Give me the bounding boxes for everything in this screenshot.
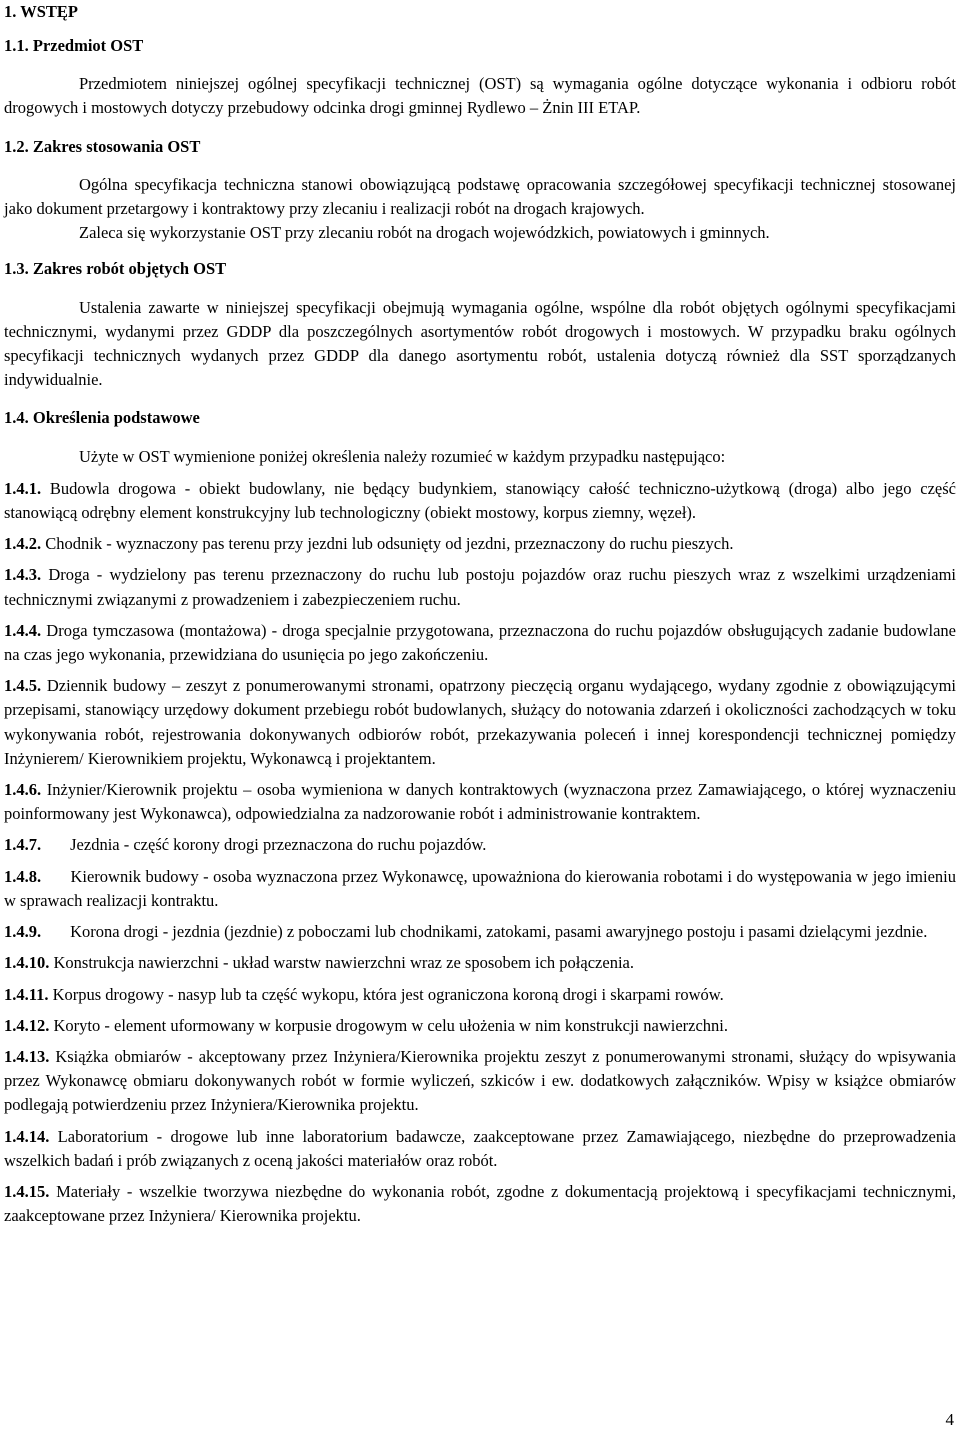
definition-item xyxy=(4,563,956,611)
definition-number: 1.4.3. xyxy=(4,565,42,585)
document-page xyxy=(4,0,956,1228)
definition-number: 1.4.14. xyxy=(4,1126,50,1146)
section-text-1-3: Ustalenia zawarte w niniejszej specyfikacji obejmują wymagania ogólne, wspólne dla robót objętych ogólnymi specyfikacjami technicznymi, wydanymi przez GDDP dla poszczególnych asortymentów robót drogowych i mostowych. W przypadku braku ogólnych specyfikacji technicznych wydanych przez GDDP dla danego asortymentu robót, ustalenia dotyczą również dla SST sporządzanych indywidualnie. xyxy=(4,297,956,390)
definition-item xyxy=(4,477,956,525)
section-title-1-3: 1.3. Zakres robót objętych OST xyxy=(4,259,227,279)
section-text-1-2-a: Ogólna specyfikacja techniczna stanowi obowiązującą podstawę opracowania szczegółowej specyfikacji technicznej stosowanej jako dokument przetargowy i kontraktowy przy zlecaniu i realizacji robót na drogach krajowych. xyxy=(4,174,956,219)
definition-number: 1.4.1. xyxy=(4,478,42,498)
definition-text: Materiały - wszelkie tworzywa niezbędne do wykonania robót, zgodne z dokumentacją projektową i specyfikacjami technicznymi, zaakceptowane przez Inżyniera/ Kierownika projektu. xyxy=(4,1181,956,1226)
definition-number: 1.4.7. xyxy=(4,835,42,855)
definition-text: Laboratorium - drogowe lub inne laboratorium badawcze, zaakceptowane przez Zamawiającego, niezbędne do przeprowadzenia wszelkich badań i prób związanych z oceną jakości materiałów oraz robót. xyxy=(4,1126,957,1170)
definition-number: 1.4.12. xyxy=(4,1015,50,1035)
definition-item xyxy=(4,983,956,1007)
definition-text: Korona drogi - jezdnia (jezdnie) z poboczami lub chodnikami, zatokami, pasami awaryjnego postoju i pasami dzielącymi jezdnie. xyxy=(70,922,928,942)
definition-item xyxy=(4,619,956,667)
section-title-1-4: 1.4. Określenia podstawowe xyxy=(4,408,200,428)
definition-item xyxy=(4,674,956,771)
definition-item xyxy=(4,1125,956,1173)
page-number: 4 xyxy=(945,1409,954,1429)
definition-number: 1.4.10. xyxy=(4,953,50,973)
definition-text: Kierownik budowy - osoba wyznaczona przez Wykonawcę, upoważniona do kierowania robotami i do występowania w jego imieniu w sprawach realizacji kontraktu. xyxy=(4,866,956,910)
definition-number: 1.4.11. xyxy=(4,984,49,1004)
chapter-heading: 1. WSTĘP xyxy=(4,2,78,21)
section-intro-1-4: Użyte w OST wymienione poniżej określenia należy rozumieć w każdym przypadku następująco: xyxy=(79,446,726,466)
definition-text: Dziennik budowy – zeszyt z ponumerowanymi stronami, opatrzony pieczęcią organu wydającego, wydany zgodnie z obowiązującymi przepisami, stanowiący urzędowy dokument przebiegu robót budowlanych, służący do notowania zdarzeń i okoliczności zachodzących w toku wykonywania robót, rejestrowania dokonywanych odbiorów robót, przekazywania poleceń i innej korespondencji technicznej pomiędzy Inżynierem/ Kierownikiem projektu, Wykonawcą i projektantem. xyxy=(4,676,956,768)
definition-number: 1.4.8. xyxy=(4,866,42,886)
definition-number: 1.4.6. xyxy=(4,780,42,800)
section-text-1-1: Przedmiotem niniejszej ogólnej specyfikacji technicznej (OST) są wymagania ogólne dotyczące wykonania i odbioru robót drogowych i mostowych dotyczy przebudowy odcinka drogi gminnej Rydlewo – Żnin III ETAP. xyxy=(4,74,956,118)
definition-item xyxy=(4,951,956,975)
definition-item xyxy=(4,1014,956,1038)
section-text-1-2-b: Zaleca się wykorzystanie OST przy zlecaniu robót na drogach wojewódzkich, powiatowych i gminnych. xyxy=(79,223,770,243)
definition-item xyxy=(4,1045,956,1118)
definition-item xyxy=(4,778,956,826)
definition-text: Korpus drogowy - nasyp lub ta część wykopu, która jest ograniczona koroną drogi i skarpami rowów. xyxy=(52,984,724,1004)
definition-item xyxy=(4,532,956,556)
definition-number: 1.4.4. xyxy=(4,620,42,640)
definition-text: Koryto - element uformowany w korpusie drogowym w celu ułożenia w nim konstrukcji nawierzchni. xyxy=(53,1015,728,1035)
definitions-list xyxy=(4,469,956,1228)
definition-text: Budowla drogowa - obiekt budowlany, nie będący budynkiem, stanowiący całość techniczno-użytkową (droga) albo jego część stanowiącą odrębny element konstrukcyjny lub technologiczny (obiekt mostowy, korpus ziemny, węzeł). xyxy=(4,478,956,523)
definition-text: Droga tymczasowa (montażowa) - droga specjalnie przygotowana, przeznaczona do ruchu pojazdów obsługujących zadanie budowlane na czas jego wykonania, przewidziana do usunięcia po jego zakończeniu. xyxy=(4,620,956,665)
definition-number: 1.4.9. xyxy=(4,922,42,942)
definition-text: Książka obmiarów - akceptowany przez Inżyniera/Kierownika projektu zeszyt z ponumerowanymi stronami, służący do wpisywania przez Wykonawcę obmiaru dokonywanych robót w formie wyliczeń, szkiców i ew. dodatkowych załączników. Wpisy w książce obmiarów podlegają potwierdzeniu przez Inżyniera/Kierownika projektu. xyxy=(4,1046,956,1115)
definition-number: 1.4.15. xyxy=(4,1181,50,1201)
definition-text: Jezdnia - część korony drogi przeznaczona do ruchu pojazdów. xyxy=(70,835,487,855)
definition-text: Konstrukcja nawierzchni - układ warstw nawierzchni wraz ze sposobem ich połączenia. xyxy=(53,953,634,973)
definition-text: Inżynier/Kierownik projektu – osoba wymieniona w danych kontraktowych (wyznaczona przez Zamawiającego, o której wyznaczeniu poinformowany jest Wykonawca), odpowiedzialna za nadzorowanie robót i administrowanie kontraktem. xyxy=(4,780,956,824)
definition-item xyxy=(4,865,956,913)
definition-number: 1.4.2. xyxy=(4,534,42,554)
definition-text: Droga - wydzielony pas terenu przeznaczony do ruchu lub postoju pojazdów oraz ruchu pieszych wraz z wszelkimi urządzeniami technicznymi związanymi z prowadzeniem i zabezpieczeniem ruchu. xyxy=(4,565,956,609)
section-title-1-1: 1.1. Przedmiot OST xyxy=(4,36,144,55)
definition-number: 1.4.13. xyxy=(4,1046,50,1066)
definition-number: 1.4.5. xyxy=(4,676,42,696)
section-title-1-2: 1.2. Zakres stosowania OST xyxy=(4,136,201,156)
definition-item xyxy=(4,833,956,857)
definition-text: Chodnik - wyznaczony pas terenu przy jezdni lub odsunięty od jezdni, przeznaczony do ruchu pieszych. xyxy=(45,534,734,554)
definition-item xyxy=(4,920,956,944)
definition-item xyxy=(4,1180,956,1228)
